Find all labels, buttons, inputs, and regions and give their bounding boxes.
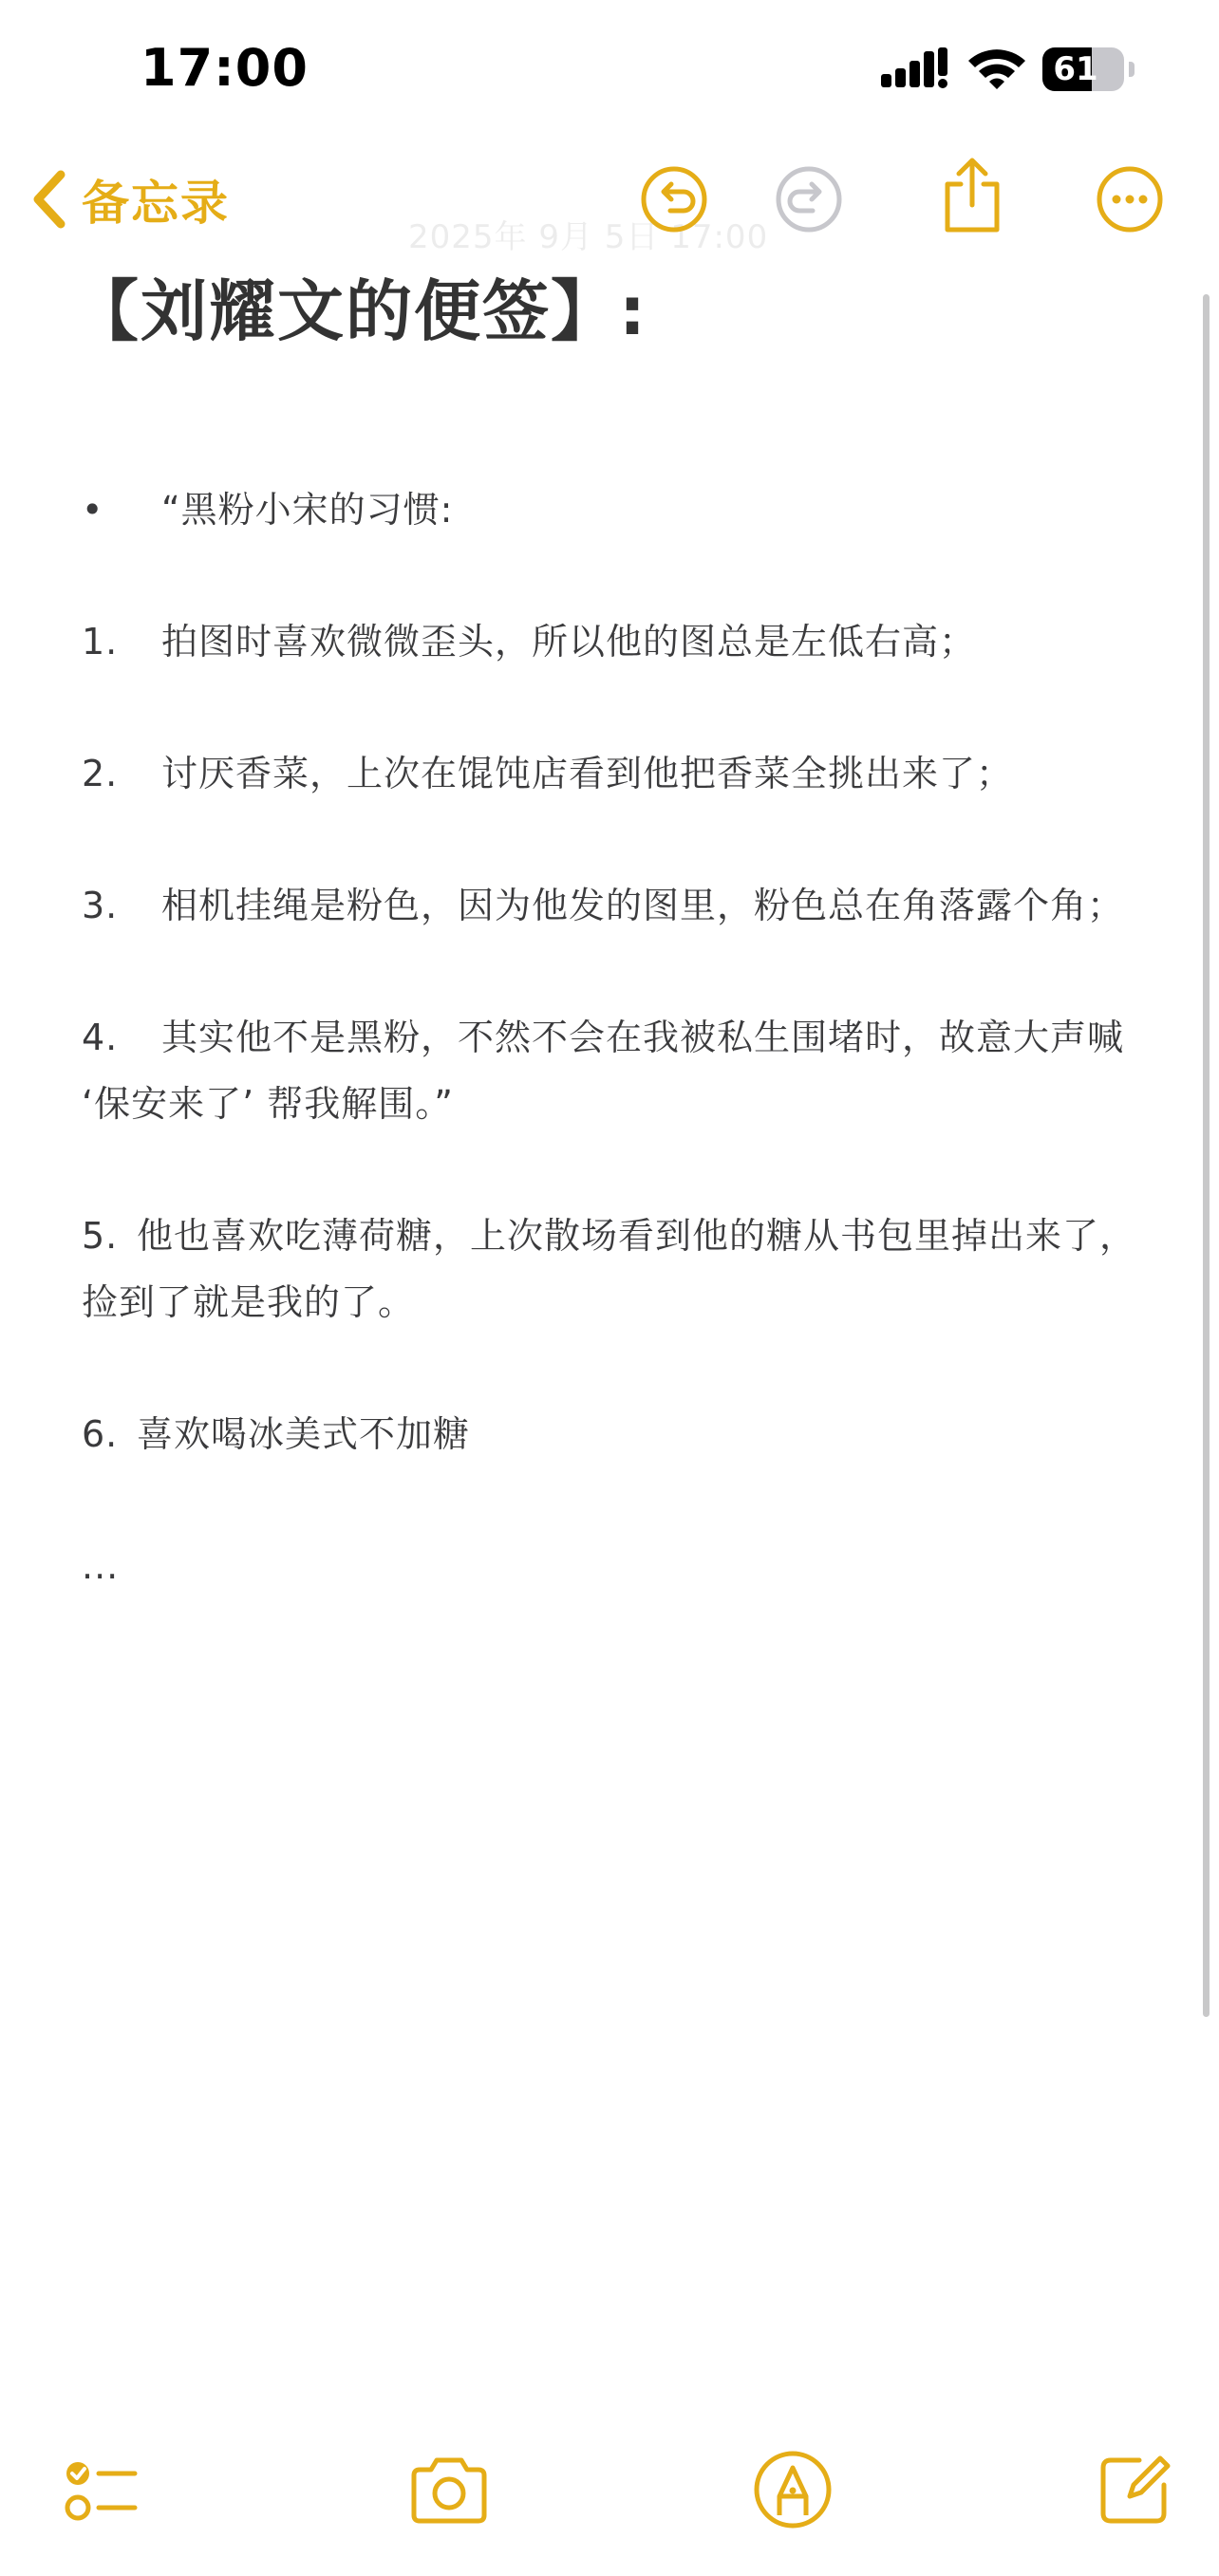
back-button[interactable] bbox=[30, 161, 230, 237]
list-item bbox=[82, 1203, 1145, 1335]
item-text: 讨厌香菜，上次在馄饨店看到他把香菜全挑出来了； bbox=[161, 753, 1014, 794]
battery-level: 61 bbox=[1053, 50, 1098, 88]
share-icon[interactable] bbox=[936, 156, 1008, 235]
item-number: 1. bbox=[82, 621, 119, 663]
back-label: 备忘录 bbox=[82, 176, 230, 231]
ellipsis: ... bbox=[82, 1545, 120, 1587]
chevron-left-icon bbox=[30, 169, 68, 230]
cellular-signal-icon bbox=[881, 47, 949, 89]
bullet-line bbox=[82, 476, 1145, 543]
scrollbar[interactable] bbox=[1203, 294, 1210, 2017]
list-item bbox=[82, 1004, 1145, 1137]
item-text: 其实他不是黑粉，不然不会在我被私生围堵时，故意大声喊 ‘保安来了’ 帮我解围。” bbox=[82, 1017, 1125, 1125]
bottom-toolbar bbox=[0, 2439, 1219, 2553]
camera-icon[interactable] bbox=[406, 2447, 492, 2532]
battery-tip bbox=[1129, 62, 1135, 77]
list-item bbox=[82, 740, 1145, 807]
note-date: 2025年 9月 5日 17:00 bbox=[408, 218, 769, 256]
undo-icon[interactable] bbox=[638, 163, 710, 235]
item-text: 相机挂绳是粉色，因为他发的图里，粉色总在角落露个角； bbox=[161, 885, 1125, 926]
markup-pen-icon[interactable] bbox=[750, 2447, 835, 2532]
battery-body bbox=[1042, 47, 1124, 91]
status-time: 17:00 bbox=[141, 38, 309, 98]
item-number: 6. bbox=[82, 1413, 119, 1455]
list-item bbox=[82, 1401, 1145, 1467]
checklist-icon[interactable] bbox=[59, 2447, 144, 2532]
nav-bar bbox=[0, 142, 1219, 256]
compose-icon[interactable] bbox=[1092, 2447, 1177, 2532]
redo-icon[interactable] bbox=[773, 163, 845, 235]
note-title: 【刘耀文的便签】: bbox=[72, 272, 647, 350]
list-item bbox=[82, 872, 1145, 939]
bullet-marker: • bbox=[82, 489, 104, 531]
list-item bbox=[82, 608, 1145, 675]
item-text: 拍图时喜欢微微歪头，所以他的图总是左低右高； bbox=[161, 621, 977, 663]
item-number: 2. bbox=[82, 753, 119, 794]
battery-indicator bbox=[1042, 47, 1124, 91]
more-icon[interactable] bbox=[1094, 163, 1166, 235]
item-text: 他也喜欢吃薄荷糖，上次散场看到他的糖从书包里掉出来了，捡到了就是我的了。 bbox=[82, 1215, 1137, 1323]
wifi-icon bbox=[966, 46, 1027, 89]
item-text: 喜欢喝冰美式不加糖 bbox=[137, 1413, 471, 1455]
bullet-text: “黑粉小宋的习惯: bbox=[161, 489, 454, 531]
item-number: 5. bbox=[82, 1215, 119, 1257]
note-body[interactable] bbox=[72, 264, 1145, 1599]
item-number: 4. bbox=[82, 1017, 119, 1058]
status-bar bbox=[0, 0, 1219, 142]
item-number: 3. bbox=[82, 885, 119, 926]
